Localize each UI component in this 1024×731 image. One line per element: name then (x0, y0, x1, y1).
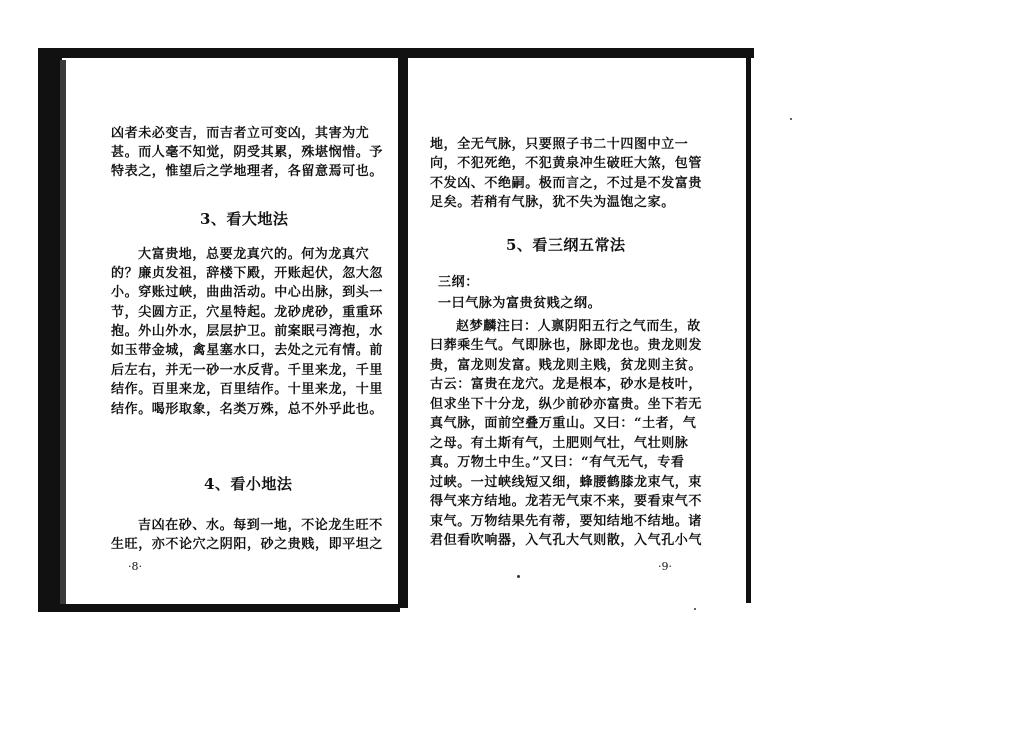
section-heading-5: 5、看三纲五常法 (506, 236, 626, 254)
right-para2-line4: 古云：富贵在龙穴。龙是根本，砂水是枝叶， (430, 377, 703, 392)
left-para1-line3: 特表之，惟望后之学地理者，各留意焉可也。 (111, 164, 384, 179)
page-number-right: ·9· (658, 560, 672, 573)
left-para2-line9: 结作。喝形取象，名类万殊，总不外乎此也。 (111, 402, 384, 417)
scan-speck (694, 608, 696, 610)
subheading-san-gang: 三纲： (438, 275, 479, 290)
right-para2-line2: 曰葬乘生气。气即脉也，脉即龙也。贵龙则发 (430, 338, 703, 353)
left-para3-line2: 生旺，亦不论穴之阴阳，砂之贵贱，即平坦之 (111, 537, 384, 552)
right-para2-line3: 贵，富龙则发富。贱龙则主贱，贫龙则主贫。 (430, 358, 703, 373)
right-para1-line3: 不发凶、不绝嗣。极而言之，不过是不发富贵 (430, 176, 703, 191)
left-para3-line1: 吉凶在砂、水。每到一地，不论龙生旺不 (138, 518, 383, 533)
right-para1-line1: 地，全无气脉，只要照子书二十四图中立一 (430, 137, 689, 152)
scan-bottom-shadow (38, 604, 400, 612)
right-para2-line12: 君但看吹响器，入气孔大气则散，入气孔小气 (430, 533, 703, 548)
right-para2-line8: 真。万物土中生。”又曰：“有气无气，专看 (430, 455, 685, 470)
left-para2-line1: 大富贵地，总要龙真穴的。何为龙真穴 (138, 247, 370, 262)
scan-right-edge (746, 58, 751, 603)
page-number-left: ·8· (128, 560, 142, 573)
right-para2-line9: 过峡。一过峡线短又细，蜂腰鹤膝龙束气，束 (430, 475, 703, 490)
left-para2-line6: 如玉带金城，禽星塞水口，去处之元有情。前 (111, 343, 384, 358)
section-heading-4: 4、看小地法 (204, 475, 293, 493)
left-para1-line2: 甚。而人毫不知觉，阴受其累，殊堪悯惜。予 (111, 145, 384, 160)
right-para1-line4: 足矣。若稍有气脉，犹不失为温饱之家。 (430, 195, 675, 210)
right-para1-line2: 向，不犯死绝，不犯黄泉冲生破旺大煞，包管 (430, 156, 703, 171)
left-para2-line4: 节，尖圆方正，穴星特起。龙砂虎砂，重重环 (111, 305, 384, 320)
left-para2-line7: 后左右，并无一砂一水反背。千里来龙，千里 (111, 363, 384, 378)
right-para2-line7: 之母。有土斯有气，土肥则气壮，气壮则脉 (430, 436, 689, 451)
right-para2-line1: 赵梦麟注曰：人禀阴阳五行之气而生，故 (456, 319, 701, 334)
right-para2-line6: 真气脉，面前空叠万重山。又曰：“土者，气 (430, 416, 697, 431)
book-gutter (398, 58, 408, 608)
scan-top-shadow (38, 48, 754, 58)
left-para2-line2: 的？廉贞发祖，辞楼下殿，开账起伏，忽大忽 (111, 266, 384, 281)
right-line-qimai: 一曰气脉为富贵贫贱之纲。 (438, 296, 602, 311)
right-para2-line11: 束气。万物结果先有蒂，要知结地不结地。诸 (430, 514, 703, 529)
right-para2-line5: 但求坐下十分龙，纵少前砂亦富贵。坐下若无 (430, 397, 703, 412)
left-para2-line3: 小。穿账过峡，曲曲活动。中心出脉，到头一 (111, 285, 384, 300)
right-para2-line10: 得气来方结地。龙若无气束不来，要看束气不 (430, 494, 703, 509)
left-para2-line8: 结作。百里来龙，百里结作。十里来龙，十里 (111, 382, 384, 397)
section-heading-3: 3、看大地法 (200, 210, 289, 228)
scan-left-shadow (38, 48, 62, 610)
scan-speck (517, 575, 520, 578)
left-para1-line1: 凶者未必变吉，而吉者立可变凶，其害为尤 (111, 126, 370, 141)
right-page (408, 58, 746, 604)
left-para2-line5: 抱。外山外水，层层护卫。前案眠弓湾抱，水 (111, 324, 384, 339)
left-page (66, 58, 398, 604)
scan-speck (790, 118, 792, 120)
